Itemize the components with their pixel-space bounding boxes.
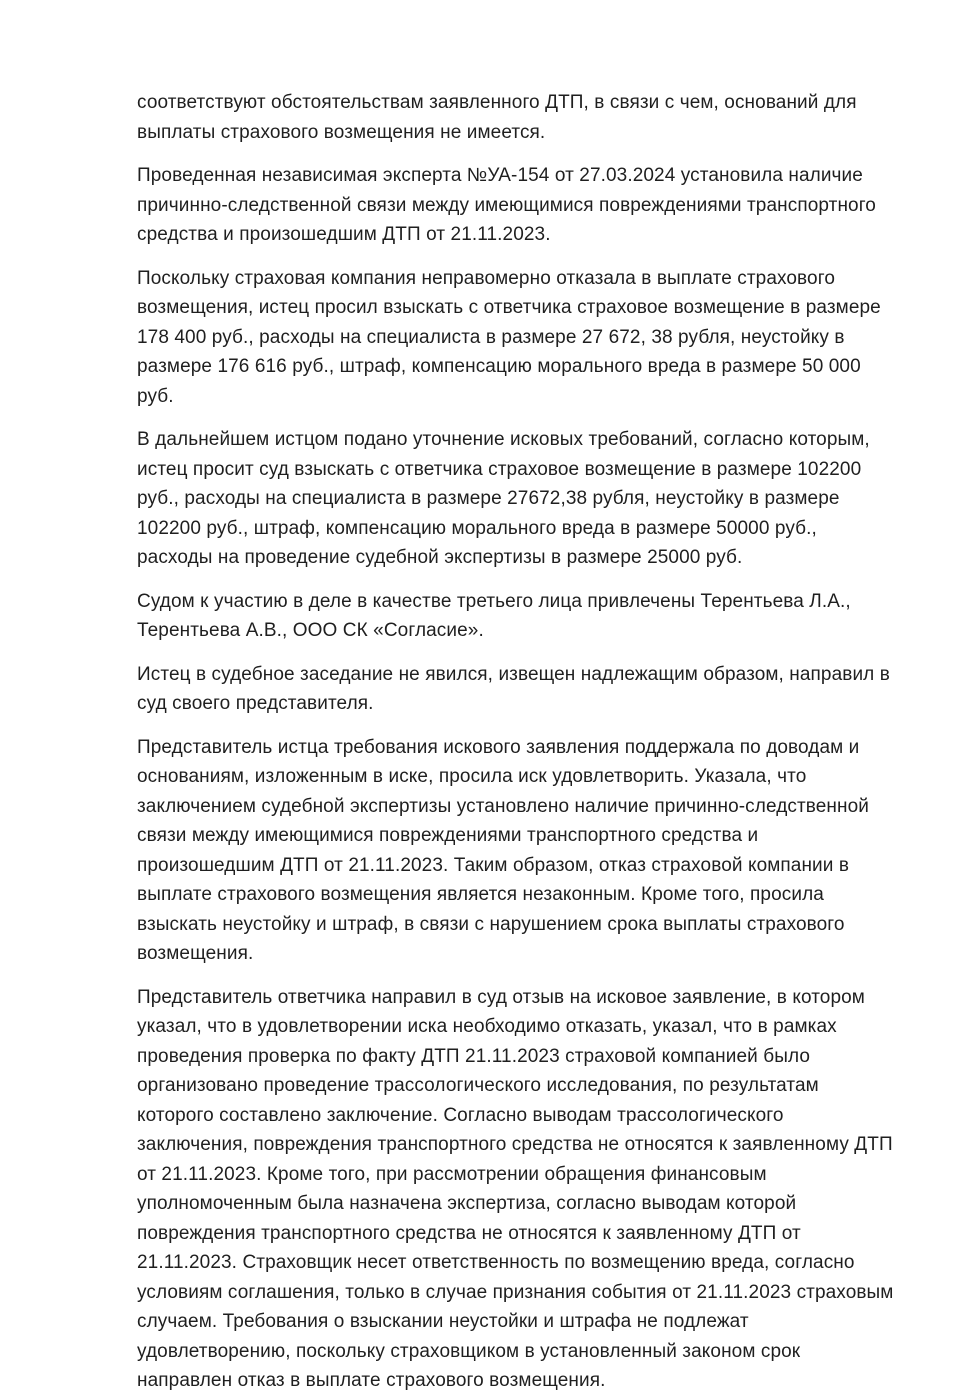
- paragraph-plaintiff-absent: Истец в судебное заседание не явился, извещен надлежащим образом, направил в суд своего представителя.: [137, 663, 890, 714]
- paragraph-continuation-no-grounds-for-payment: соответствуют обстоятельствам заявленного ДТП, в связи с чем, оснований для выплаты страхового возмещения не имеется.: [137, 92, 857, 143]
- paragraph-third-parties: Судом к участию в деле в качестве третьего лица привлечены Терентьева Л.А., Терентьева А.В., ООО СК «Согласие».: [137, 590, 851, 641]
- paragraph-defendant-response: Представитель ответчика направил в суд отзыв на исковое заявление, в котором указал, что в удовлетворении иска необходимо отказать, указал, что в рамках проведения проверка по факту ДТП 21.11.2023 страховой компанией было организовано проведение трассологического исследования, по результатам которого составлено заключение. Согласно выводам трассологического заключения, повреждения транспортного средства не относятся к заявленному ДТП от 21.11.2023. Кроме того, при рассмотрении обращения финансовым уполномоченным была назначена экспертиза, согласно выводам которой повреждения транспортного средства не относятся к заявленному ДТП от 21.11.2023. Страховщик несет ответственность по возмещению вреда, согласно условиям соглашения, только в случае признания события от 21.11.2023 страховым случаем. Требования о взыскании неустойки и штрафа не подлежат удовлетворению, поскольку страховщиком в установленный законом срок направлен отказ в выплате страхового возмещения.: [137, 986, 894, 1391]
- paragraph-original-claims: Поскольку страховая компания неправомерно отказала в выплате страхового возмещения, истец просил взыскать с ответчика страховое возмещение в размере 178 400 руб., расходы на специалиста в размере 27 672, 38 рубля, неустойку в размере 176 616 руб., штраф, компенсацию морального вреда в размере 50 000 руб.: [137, 267, 881, 407]
- paragraph-plaintiff-representative-position: Представитель истца требования искового заявления поддержала по доводам и основаниям, изложенным в иске, просила иск удовлетворить. Указала, что заключением судебной экспертизы установлено наличие причинно-следственной связи между имеющимися повреждениями транспортного средства и произошедшим ДТП от 21.11.2023. Таким образом, отказ страховой компании в выплате страхового возмещения является незаконным. Кроме того, просила взыскать неустойку и штраф, в связи с нарушением срока выплаты страхового возмещения.: [137, 736, 869, 964]
- document-text-column: [137, 88, 894, 1396]
- paragraph-independent-expertise: Проведенная независимая эксперта №УА-154 от 27.03.2024 установила наличие причинно-следственной связи между имеющимися повреждениями транспортного средства и произошедшим ДТП от 21.11.2023.: [137, 165, 876, 245]
- paragraph-updated-claims: В дальнейшем истцом подано уточнение исковых требований, согласно которым, истец просит суд взыскать с ответчика страховое возмещение в размере 102200 руб., расходы на специалиста в размере 27672,38 рубля, неустойку в размере 102200 руб., штраф, компенсацию морального вреда в размере 50000 руб., расходы на проведение судебной экспертизы в размере 25000 руб.: [137, 429, 870, 568]
